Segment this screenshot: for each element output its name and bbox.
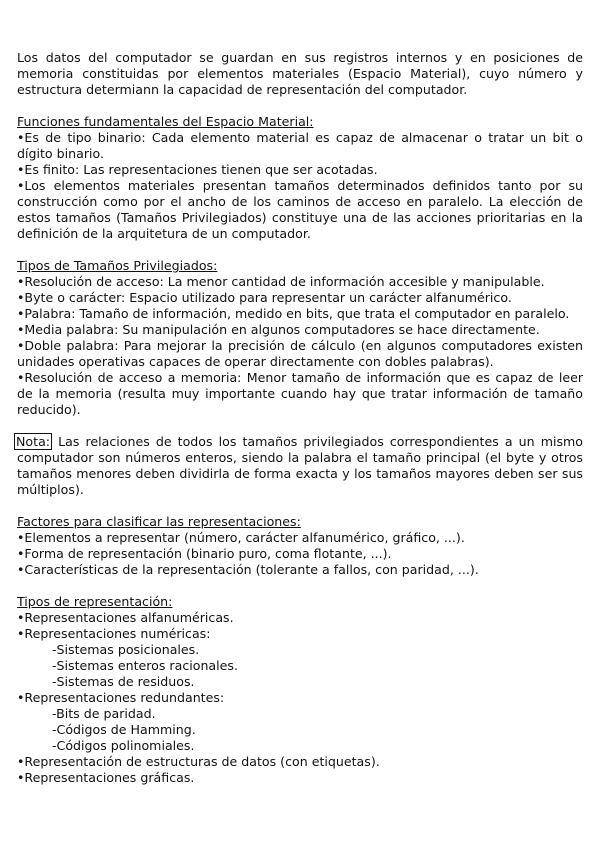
list-item: •Es finito: Las representaciones tienen que ser acotadas. [17, 162, 378, 177]
heading-funciones: Funciones fundamentales del Espacio Material: [17, 114, 314, 129]
list-item: •Representaciones gráficas. [17, 770, 195, 785]
sub-item: -Sistemas posicionales. [52, 642, 200, 657]
list-item: •Es de tipo binario: Cada elemento material es capaz de almacenar o tratar un bit o dígito binario. [17, 130, 583, 161]
section-factores [17, 514, 583, 578]
list-item: •Byte o carácter: Espacio utilizado para representar un carácter alfanumérico. [17, 290, 512, 305]
section-tamanos [17, 258, 583, 418]
heading-tipos: Tipos de representación: [17, 594, 173, 609]
list-item: •Representaciones alfanuméricas. [17, 610, 234, 625]
list-item: •Los elementos materiales presentan tamaños determinados definidos tanto por su construcción como por el ancho de los caminos de acceso en paralelo. La elección de estos tamaños (Tamaños Privilegiados) constituye una de las acciones prioritarias en la definición de la arquitetura de un computador. [17, 178, 583, 241]
list-item: •Resolución de acceso: La menor cantidad de información accesible y manipulable. [17, 274, 545, 289]
intro-paragraph: Los datos del computador se guardan en sus registros internos y en posiciones de memoria constituidas por elementos materiales (Espacio Material), cuyo número y estructura determiann la capacidad de representación del computador. [17, 50, 583, 97]
list-item: •Elementos a representar (número, carácter alfanumérico, gráfico, ...). [17, 530, 465, 545]
heading-factores: Factores para clasificar las representaciones: [17, 514, 301, 529]
note-text: Las relaciones de todos los tamaños privilegiados correspondientes a un mismo computador son números enteros, siendo la palabra el tamaño principal (el byte y otros tamaños menores deben dividirla de forma exacta y los tamaños mayores deben ser sus múltiplos). [17, 434, 583, 497]
sub-item: -Bits de paridad. [52, 706, 156, 721]
sub-item: -Códigos polinomiales. [52, 738, 195, 753]
list-item: •Características de la representación (tolerante a fallos, con paridad, ...). [17, 562, 479, 577]
list-item: •Resolución de acceso a memoria: Menor tamaño de información que es capaz de leer de la memoria (resulta muy importante cuando hay que tratar información de tamaño reducido). [17, 370, 583, 417]
heading-tamanos: Tipos de Tamaños Privilegiados: [17, 258, 218, 273]
document-page [17, 50, 583, 786]
list-item: •Representaciones numéricas: [17, 626, 211, 641]
section-nota [17, 434, 583, 498]
sub-item: -Sistemas de residuos. [52, 674, 195, 689]
note-label: Nota: [16, 434, 51, 449]
list-item: •Forma de representación (binario puro, coma flotante, ...). [17, 546, 392, 561]
list-item: •Palabra: Tamaño de información, medido en bits, que trata el computador en paralelo. [17, 306, 570, 321]
list-item: •Doble palabra: Para mejorar la precisión de cálculo (en algunos computadores existen unidades operativas capaces de operar directamente con dobles palabras). [17, 338, 583, 369]
note-paragraph [17, 434, 583, 498]
list-item: •Representaciones redundantes: [17, 690, 225, 705]
section-funciones [17, 114, 583, 242]
section-tipos [17, 594, 583, 786]
sub-item: -Códigos de Hamming. [52, 722, 196, 737]
list-item: •Representación de estructuras de datos (con etiquetas). [17, 754, 380, 769]
list-item: •Media palabra: Su manipulación en algunos computadores se hace directamente. [17, 322, 540, 337]
sub-item: -Sistemas enteros racionales. [52, 658, 238, 673]
